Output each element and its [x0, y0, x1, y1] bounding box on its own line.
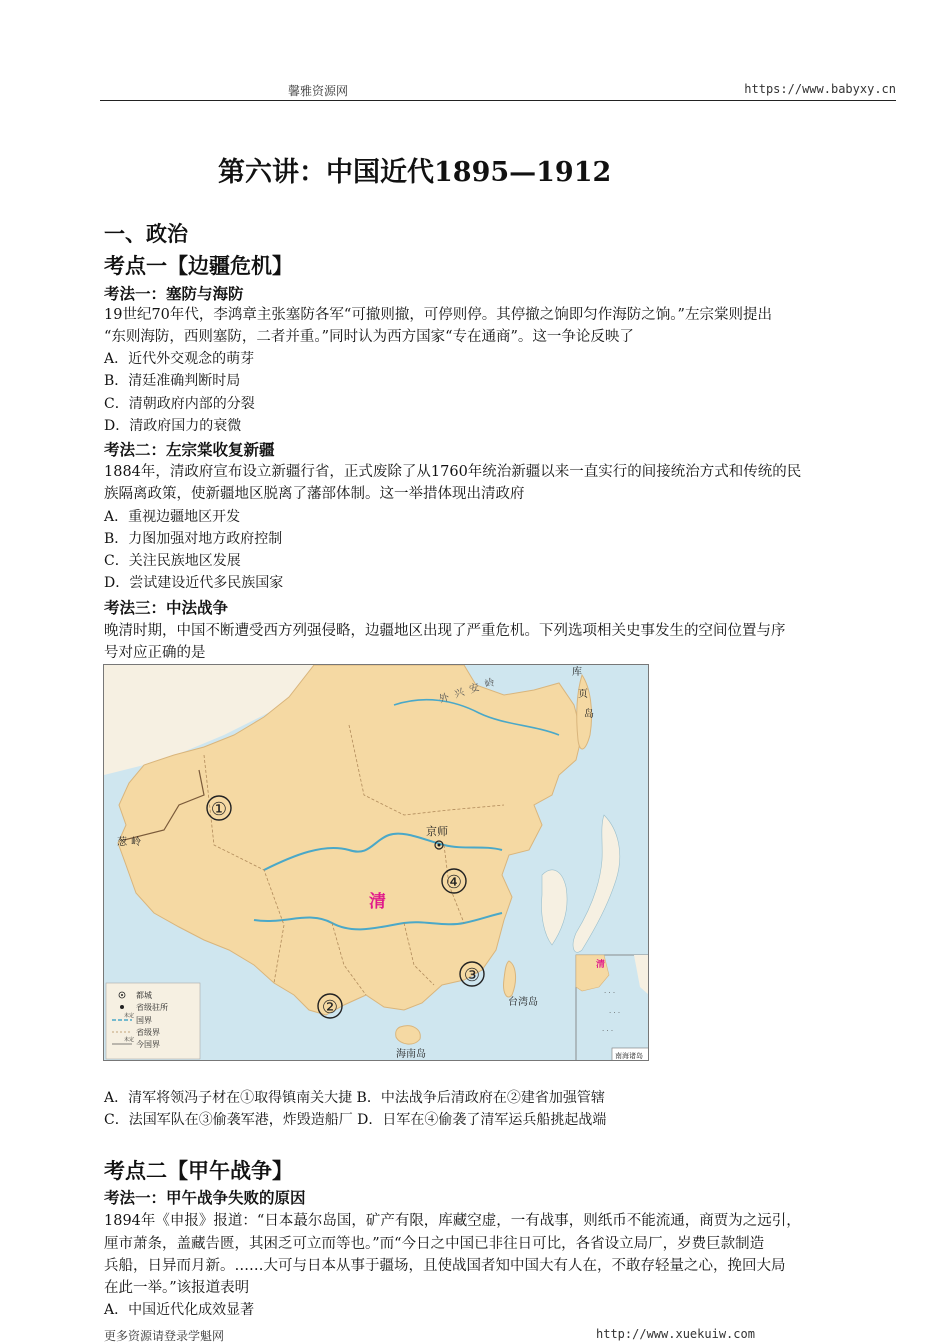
footer-url[interactable]: http://www.xuekuiw.com [596, 1327, 755, 1341]
q1-option-b: B．清廷准确判断时局 [104, 373, 241, 389]
map-label-qing: 清 [369, 892, 386, 912]
inset-island-markings: · · · [609, 1009, 621, 1017]
q3-stem-line: 号对应正确的是 [104, 645, 206, 661]
q2-method-heading: 考法二：左宗棠收复新疆 [104, 440, 275, 459]
inset-label-nanhai: 南海诸岛 [615, 1052, 643, 1060]
topic1-heading: 考点一【边疆危机】 [104, 253, 293, 278]
q2-option-c: C．关注民族地区发展 [104, 553, 241, 569]
header-site-url[interactable]: https://www.babyxy.cn [744, 82, 896, 96]
late-qing-map [103, 664, 649, 1061]
q1-option-d: D．清政府国力的衰微 [104, 418, 242, 434]
q1-stem-line: 19世纪70年代，李鸿章主张塞防各军“可撤则撤，可停则停。其停撤之饷即匀作海防之饷。”左宗棠则提出 [104, 307, 772, 323]
map-label-4: ④ [445, 872, 463, 893]
map-label-kuye-2: 页 [578, 689, 588, 700]
legend-provincial-seat: 省级驻所 [136, 1003, 168, 1012]
t2-q1-stem-line: 在此一举。”该报道表明 [104, 1280, 250, 1296]
map-label-xingan: 外兴安岭 [437, 675, 503, 706]
q2-option-d: D．尝试建设近代多民族国家 [104, 575, 284, 591]
header-divider [100, 100, 896, 101]
legend-modern-border: 今国界 [136, 1040, 160, 1049]
header-site-name: 馨雅资源网 [288, 84, 349, 98]
q1-method-heading: 考法一：塞防与海防 [104, 284, 244, 303]
t2-q1-option-a: A．中国近代化成效显著 [104, 1302, 255, 1318]
map-legend [106, 983, 200, 1059]
t2-q1-stem-line: 厘市萧条，盖藏告匮，其困乏可立而等也。”而“今日之中国已非往日可比，各省设立局厂，岁费巨款制造 [104, 1236, 765, 1252]
legend-province-border: 省级界 [136, 1028, 160, 1037]
q1-option-a: A．近代外交观念的萌芽 [104, 351, 255, 367]
map-label-2: ② [321, 997, 339, 1018]
page-title: 第六讲：中国近代1895—1912 [218, 157, 612, 188]
capital-marker-dot [438, 844, 441, 847]
q2-option-a: A．重视边疆地区开发 [104, 509, 241, 525]
map-hainan-island [396, 1026, 421, 1044]
map-label-1: ① [210, 799, 228, 820]
q3-options-ab: A．清军将领冯子材在①取得镇南关大捷 B．中法战争后清政府在②建省加强管辖 [104, 1090, 605, 1106]
footer-promo: 更多资源请登录学魁网 [104, 1329, 225, 1343]
t2-q1-method-heading: 考法一：甲午战争失败的原因 [104, 1188, 306, 1207]
map-label-kuye-1: 库 [572, 667, 582, 678]
topic2-heading: 考点二【甲午战争】 [104, 1158, 293, 1183]
legend-national-border: 国界 [136, 1016, 152, 1025]
map-label-taiwan: 台湾岛 [508, 997, 538, 1008]
t2-q1-stem-line: 兵船，日异而月新。……大可与日本从事于疆场，且使战国者知中国大有人在，不敢存轻量之心，挽回大局 [104, 1258, 786, 1274]
map-label-hainan: 海南岛 [396, 1049, 426, 1060]
map-label-congling: 葱岭 [117, 837, 145, 848]
q2-stem-line: 1884年，清政府宣布设立新疆行省，正式废除了从1760年统治新疆以来一直实行的间接统治方式和传统的民 [104, 464, 802, 480]
q3-stem-line: 晚清时期，中国不断遭受西方列强侵略，边疆地区出现了严重危机。下列选项相关史事发生的空间位置与序 [104, 623, 786, 639]
map-inset-south-china-sea [576, 955, 649, 1061]
q3-options-cd: C．法国军队在③偷袭军港，炸毁造船厂 D．日军在④偷袭了清军运兵船挑起战端 [104, 1112, 607, 1128]
inset-island-markings: · · · [602, 1027, 614, 1035]
inset-label-qing: 清 [596, 960, 606, 970]
q2-option-b: B．力图加强对地方政府控制 [104, 531, 283, 547]
legend-undetermined-2: 未定 [124, 1037, 135, 1043]
q3-method-heading: 考法三：中法战争 [104, 598, 229, 617]
section-heading-politics: 一、政治 [104, 221, 188, 246]
t2-q1-stem-line: 1894年《申报》报道：“日本蕞尔岛国，矿产有限，库藏空虚，一有战事，则纸币不能流通，商贾为之远引， [104, 1213, 801, 1229]
inset-island-markings: · · · [604, 989, 616, 997]
legend-capital: 都城 [136, 991, 152, 1000]
map-label-3: ③ [463, 965, 481, 986]
q2-stem-line: 族隔离政策，使新疆地区脱离了藩部体制。这一举措体现出清政府 [104, 486, 525, 502]
q1-option-c: C．清朝政府内部的分裂 [104, 396, 255, 412]
map-label-kuye-3: 岛 [584, 709, 594, 720]
legend-undetermined-1: 未定 [124, 1013, 135, 1019]
map-label-capital: 京师 [426, 825, 448, 838]
q1-stem-line: “东则海防，西则塞防，二者并重。”同时认为西方国家“专在通商”。这一争论反映了 [104, 329, 634, 345]
